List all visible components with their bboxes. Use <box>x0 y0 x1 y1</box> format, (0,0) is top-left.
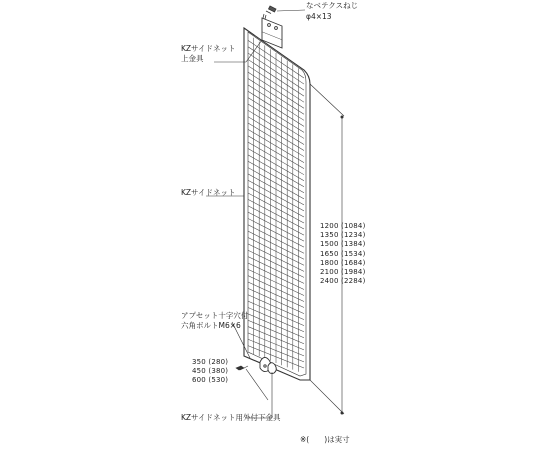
note-label: ※( )は実寸 <box>300 435 350 444</box>
bolt-label-line2: 六角ボルトM6×6 <box>181 321 241 330</box>
net-mesh-grid <box>248 38 304 372</box>
top-bracket-graphic <box>262 18 282 48</box>
height-value: 1500 (1384) <box>320 240 366 249</box>
height-value: 1350 (1234) <box>320 231 366 240</box>
leader-lines <box>206 10 305 418</box>
width-value: 450 (380) <box>192 367 229 376</box>
height-value: 2100 (1984) <box>320 268 366 277</box>
top-bracket-label-line1: KZサイドネット <box>181 44 236 53</box>
height-value: 1200 (1084) <box>320 222 366 230</box>
height-value: 2400 (2284) <box>320 277 366 286</box>
height-value: 1800 (1684) <box>320 258 366 267</box>
screw-size-label: φ4×13 <box>306 12 332 21</box>
height-dimension-list <box>320 222 366 286</box>
top-bracket-label-line2: 上金具 <box>181 54 204 63</box>
side-net-panel <box>244 28 310 380</box>
bottom-bracket-graphic <box>260 357 276 373</box>
screw-label: なベテクスねじ <box>306 1 359 10</box>
width-dimension-list <box>192 358 228 386</box>
height-value: 1650 (1534) <box>320 249 366 258</box>
width-value: 350 (280) <box>192 358 229 366</box>
net-label: KZサイドネット <box>181 188 236 197</box>
width-value: 600 (530) <box>192 376 229 385</box>
bolt-label-line1: アプセット十字穴付 <box>181 311 249 320</box>
bottom-bracket-label: KZサイドネット用外付下金具 <box>181 413 281 422</box>
